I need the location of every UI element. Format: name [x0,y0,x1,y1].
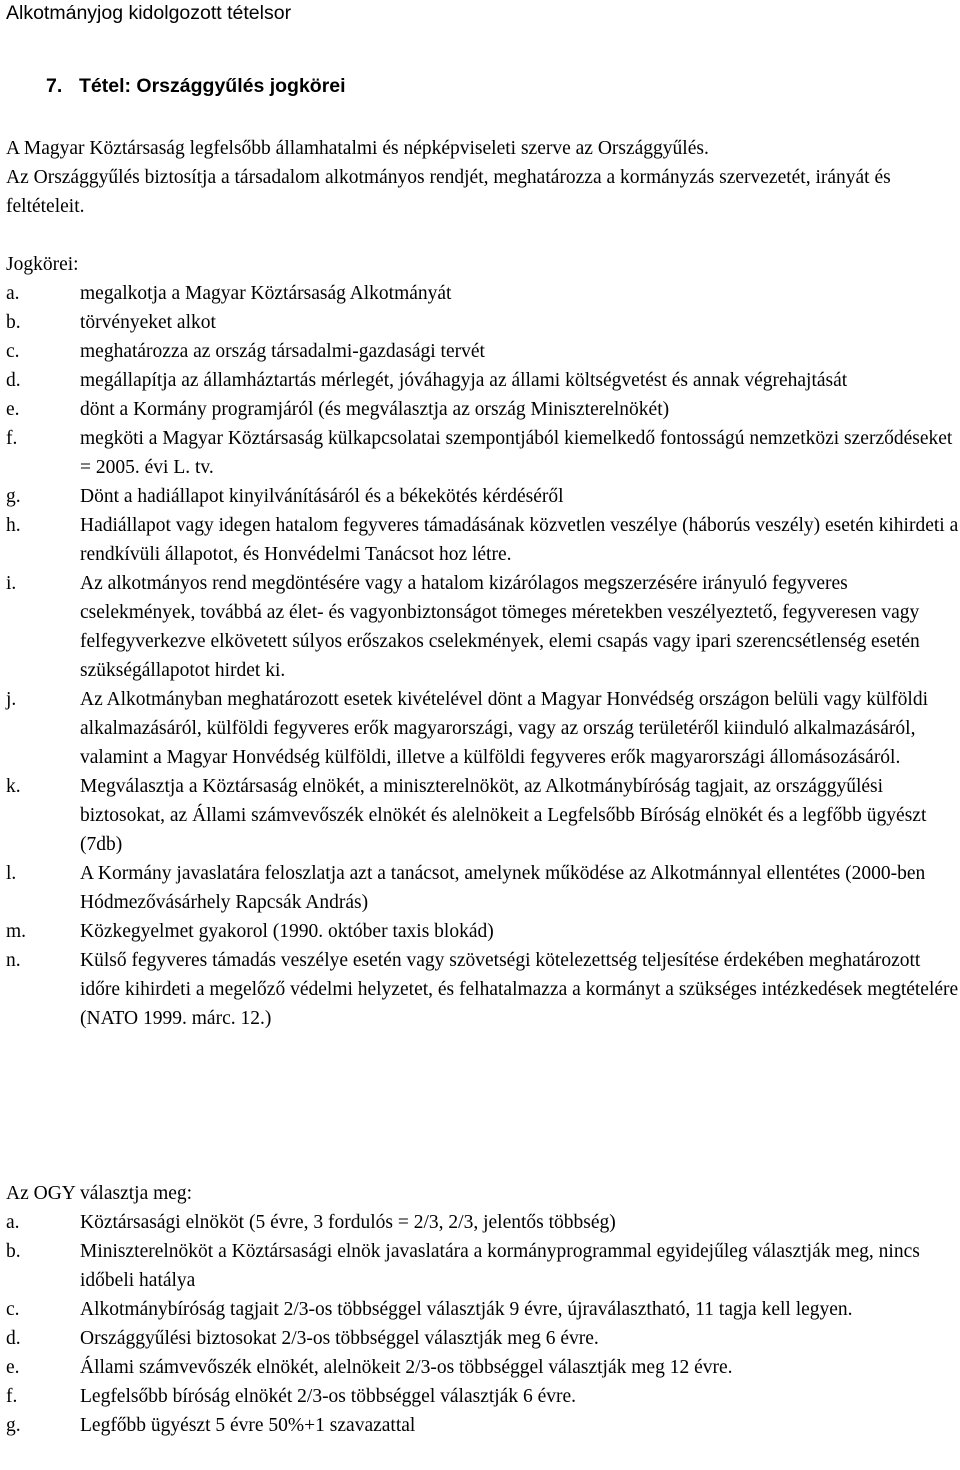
list-marker: h. [6,515,21,536]
list-marker: e. [6,399,20,420]
list-item [6,482,960,511]
list-item [6,424,960,482]
list-item-text: Köztársasági elnököt (5 évre, 3 fordulós = 2/3, 2/3, jelentős többség) [80,1212,616,1233]
elects-heading: Az OGY választja meg: [6,1183,193,1204]
list-item [6,946,960,1033]
list-item [6,859,960,917]
list-marker: m. [6,921,27,942]
list-item [6,279,960,308]
list-marker: f. [6,428,18,449]
list-marker: k. [6,776,21,797]
list-item-text: Alkotmánybíróság tagjait 2/3-os többséggel választják 9 évre, újraválasztható, 11 tagja kell legyen. [80,1299,853,1320]
list-item [6,1324,960,1353]
list-item-text: Állami számvevőszék elnökét, alelnökeit 2/3-os többséggel választják meg 12 évre. [80,1357,733,1378]
list-item [6,917,960,946]
list-item [6,1353,960,1382]
list-marker: e. [6,1357,20,1378]
list-item-text: Az alkotmányos rend megdöntésére vagy a hatalom kizárólagos megszerzésére irányuló fegyveres cselekmények, továbbá az élet- és vagyonbiztonságot tömeges méretekben veszélyeztető, fegyveresen vagy felfegyverkezve elkövetett súlyos erőszakos cselekmények, elemi csapás vagy ipari szerencsétlenség esetén szükségállapotot hirdet ki. [80,573,920,681]
list-marker: a. [6,1212,20,1233]
list-item-text: A Kormány javaslatára feloszlatja azt a tanácsot, amelynek működése az Alkotmánnyal ellentétes (2000-ben Hódmezővásárhely Rapcsák András) [80,863,926,913]
list-marker: j. [6,689,17,710]
list-marker: i. [6,573,17,594]
list-item [6,395,960,424]
list-item-text: Közkegyelmet gyakorol (1990. október taxis blokád) [80,921,494,942]
list-item-text: Országgyűlési biztosokat 2/3-os többséggel választják meg 6 évre. [80,1328,599,1349]
list-marker: d. [6,370,21,391]
list-item [6,1295,960,1324]
list-marker: c. [6,1299,20,1320]
list-item-text: Megválasztja a Köztársaság elnökét, a miniszterelnököt, az Alkotmánybíróság tagjait, az országgyűlési biztosokat, az Állami számvevőszék elnökét és alelnökeit a Legfelsőbb Bíróság elnökét és a legfőbb ügyészt (7db) [80,776,927,855]
list-item [6,337,960,366]
list-marker: b. [6,312,21,333]
section-title [46,72,346,101]
list-marker: n. [6,950,21,971]
list-item-text: dönt a Kormány programjáról (és megválasztja az ország Miniszterelnökét) [80,399,670,420]
list-marker: b. [6,1241,21,1262]
list-item-text: törvényeket alkot [80,312,216,333]
section-number: 7. [46,75,63,97]
intro-sentence-2: Az Országgyűlés biztosítja a társadalom alkotmányos rendjét, meghatározza a kormányzás szervezetét, irányát és feltételeit. [6,167,891,217]
list-marker: d. [6,1328,21,1349]
document-header: Alkotmányjog kidolgozott tételsor [6,2,292,24]
powers-heading: Jogkörei: [6,254,79,275]
list-item [6,511,960,569]
list-item-text: Külső fegyveres támadás veszélye esetén vagy szövetségi kötelezettség teljesítése érdekében meghatározott időre kihirdeti a megelőző védelmi helyzetet, és felhatalmazza a kormányt a szükséges intézkedések megtételére (NATO 1999. márc. 12.) [80,950,959,1029]
list-item [6,1208,960,1237]
list-item-text: Az Alkotmányban meghatározott esetek kivételével dönt a Magyar Honvédség országon belüli vagy külföldi alkalmazásáról, külföldi fegyveres erők magyarországi, vagy az ország területéről kiinduló alkalmazásáról, valamint a Magyar Honvédség külföldi, illetve a külföldi fegyveres erők magyarországi állomásozásáról. [80,689,929,768]
intro-sentence-1: A Magyar Köztársaság legfelsőbb államhatalmi és népképviseleti szerve az Országgyűlés. [6,138,709,159]
list-item-text: Dönt a hadiállapot kinyilvánításáról és a békekötés kérdéséről [80,486,564,507]
list-marker: a. [6,283,20,304]
list-item [6,308,960,337]
list-item-text: Legfőbb ügyészt 5 évre 50%+1 szavazattal [80,1415,416,1436]
list-item [6,1237,960,1295]
list-item-text: megállapítja az államháztartás mérlegét, jóváhagyja az állami költségvetést és annak végrehajtását [80,370,848,391]
section-title-text: Tétel: Országgyűlés jogkörei [79,75,346,97]
intro-paragraph [6,134,956,221]
list-item-text: Legfelsőbb bíróság elnökét 2/3-os többséggel választják 6 évre. [80,1386,577,1407]
list-marker: g. [6,1415,21,1436]
list-item-text: megköti a Magyar Köztársaság külkapcsolatai szempontjából kiemelkedő fontosságú nemzetközi szerződéseket = 2005. évi L. tv. [80,428,953,478]
list-item [6,1382,960,1411]
list-marker: c. [6,341,20,362]
list-marker: f. [6,1386,18,1407]
list-item-text: Miniszterelnököt a Köztársasági elnök javaslatára a kormányprogrammal egyidejűleg választják meg, nincs időbeli hatálya [80,1241,920,1291]
list-item-text: megalkotja a Magyar Köztársaság Alkotmányát [80,283,452,304]
list-item [6,1411,960,1440]
list-item [6,366,960,395]
elects-list [6,1208,960,1440]
powers-list [6,279,960,1033]
list-item-text: Hadiállapot vagy idegen hatalom fegyveres támadásának közvetlen veszélye (háborús veszély) esetén kihirdeti a rendkívüli állapotot, és Honvédelmi Tanácsot hoz létre. [80,515,959,565]
list-item [6,569,960,685]
list-marker: l. [6,863,17,884]
list-item-text: meghatározza az ország társadalmi-gazdasági tervét [80,341,485,362]
list-item [6,772,960,859]
list-item [6,685,960,772]
list-marker: g. [6,486,21,507]
